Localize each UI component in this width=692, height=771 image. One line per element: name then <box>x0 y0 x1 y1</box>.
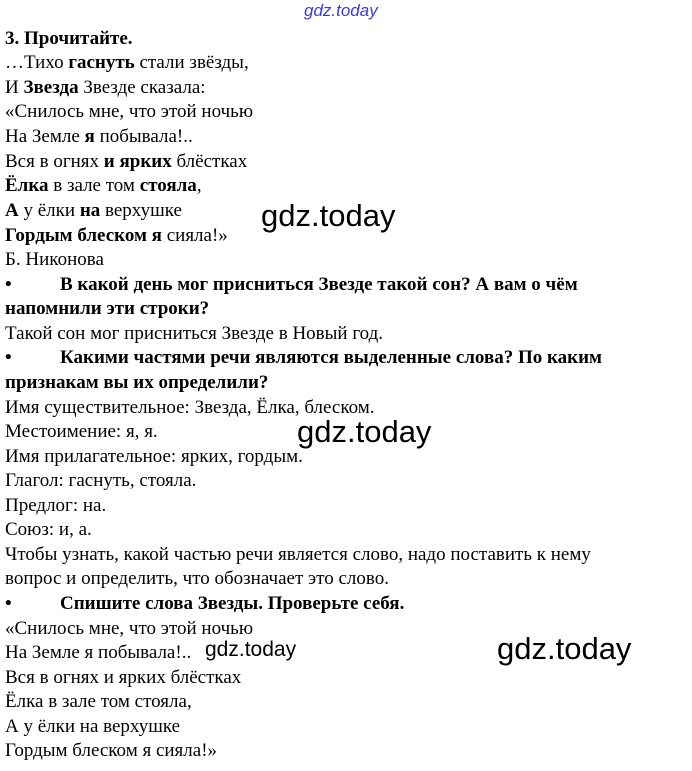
watermark-3: gdz.today <box>497 631 632 666</box>
highlighted-word: А <box>5 200 19 221</box>
answer-explanation: Чтобы узнать, какой частью речи является слово, надо поставить к нему <box>5 544 591 565</box>
question-text: Какими частями речи являются выделенные слова? По каким <box>60 347 602 368</box>
copy-line-2: На Земле я побывала!.. <box>5 642 192 663</box>
poem-line-2 <box>5 76 206 100</box>
text: блёстках <box>171 151 248 172</box>
answer-1: Такой сон мог присниться Звезде в Новый год. <box>5 323 384 344</box>
copy-line-5: А у ёлки на верхушке <box>5 716 181 737</box>
poem-line-3: «Снилось мне, что этой ночью <box>5 101 254 122</box>
poem-line-6 <box>5 174 202 198</box>
watermark-1: gdz.today <box>261 198 396 233</box>
copy-line-3: Вся в огнях и ярких блёстках <box>5 667 242 688</box>
answer-explanation-cont: вопрос и определить, что обозначает это слово. <box>5 568 389 589</box>
text: верхушке <box>100 200 182 221</box>
highlighted-word: стояла <box>139 175 197 196</box>
poem-line-8 <box>5 224 228 248</box>
text: …Тихо <box>5 52 69 73</box>
question-2 <box>5 346 602 370</box>
text: На Земле <box>5 126 85 147</box>
bullet-icon: • <box>5 593 12 614</box>
question-2-cont: признакам вы их определили? <box>5 372 269 393</box>
highlighted-word: я <box>84 126 95 147</box>
watermark-4: gdz.today <box>205 638 297 661</box>
exercise-heading: 3. Прочитайте. <box>5 28 133 49</box>
question-3 <box>5 592 404 616</box>
copy-line-1: «Снилось мне, что этой ночью <box>5 618 254 639</box>
answer-noun: Имя существительное: Звезда, Ёлка, блеском. <box>5 397 375 418</box>
answer-pronoun: Местоимение: я, я. <box>5 421 158 442</box>
poem-author: Б. Никонова <box>5 249 104 270</box>
copy-line-6: Гордым блеском я сияла!» <box>5 740 218 761</box>
question-text: В какой день мог присниться Звезде такой сон? А вам о чём <box>60 274 578 295</box>
watermark-2: gdz.today <box>297 414 432 449</box>
poem-line-4 <box>5 125 193 149</box>
highlighted-word: Гордым блеском я <box>5 225 162 246</box>
highlighted-word: гаснуть <box>68 52 135 73</box>
answer-verb: Глагол: гаснуть, стояла. <box>5 470 197 491</box>
text: стали звёзды, <box>134 52 249 73</box>
question-1-cont: напомнили эти строки? <box>5 298 210 319</box>
poem-line-7 <box>5 199 182 223</box>
text: Звезде сказала: <box>78 77 206 98</box>
highlighted-word: и ярких <box>103 151 172 172</box>
text: И <box>5 77 24 98</box>
text: в зале том <box>48 175 140 196</box>
poem-line-1 <box>5 51 249 75</box>
bullet-icon: • <box>5 274 12 295</box>
poem-line-5 <box>5 150 247 174</box>
text: побывала!.. <box>94 126 193 147</box>
highlighted-word: Звезда <box>23 77 79 98</box>
text: Вся в огнях <box>5 151 104 172</box>
watermark-top: gdz.today <box>304 1 378 20</box>
bullet-icon: • <box>5 347 12 368</box>
answer-preposition: Предлог: на. <box>5 495 107 516</box>
highlighted-word: Ёлка <box>5 175 49 196</box>
text: сияла!» <box>161 225 228 246</box>
text: , <box>196 175 202 196</box>
question-1 <box>5 273 578 297</box>
question-text: Спишите слова Звезды. Проверьте себя. <box>60 593 405 614</box>
answer-adjective: Имя прилагательное: ярких, гордым. <box>5 446 303 467</box>
copy-line-4: Ёлка в зале том стояла, <box>5 691 192 712</box>
answer-conjunction: Союз: и, а. <box>5 519 92 540</box>
highlighted-word: на <box>79 200 101 221</box>
text: у ёлки <box>18 200 80 221</box>
